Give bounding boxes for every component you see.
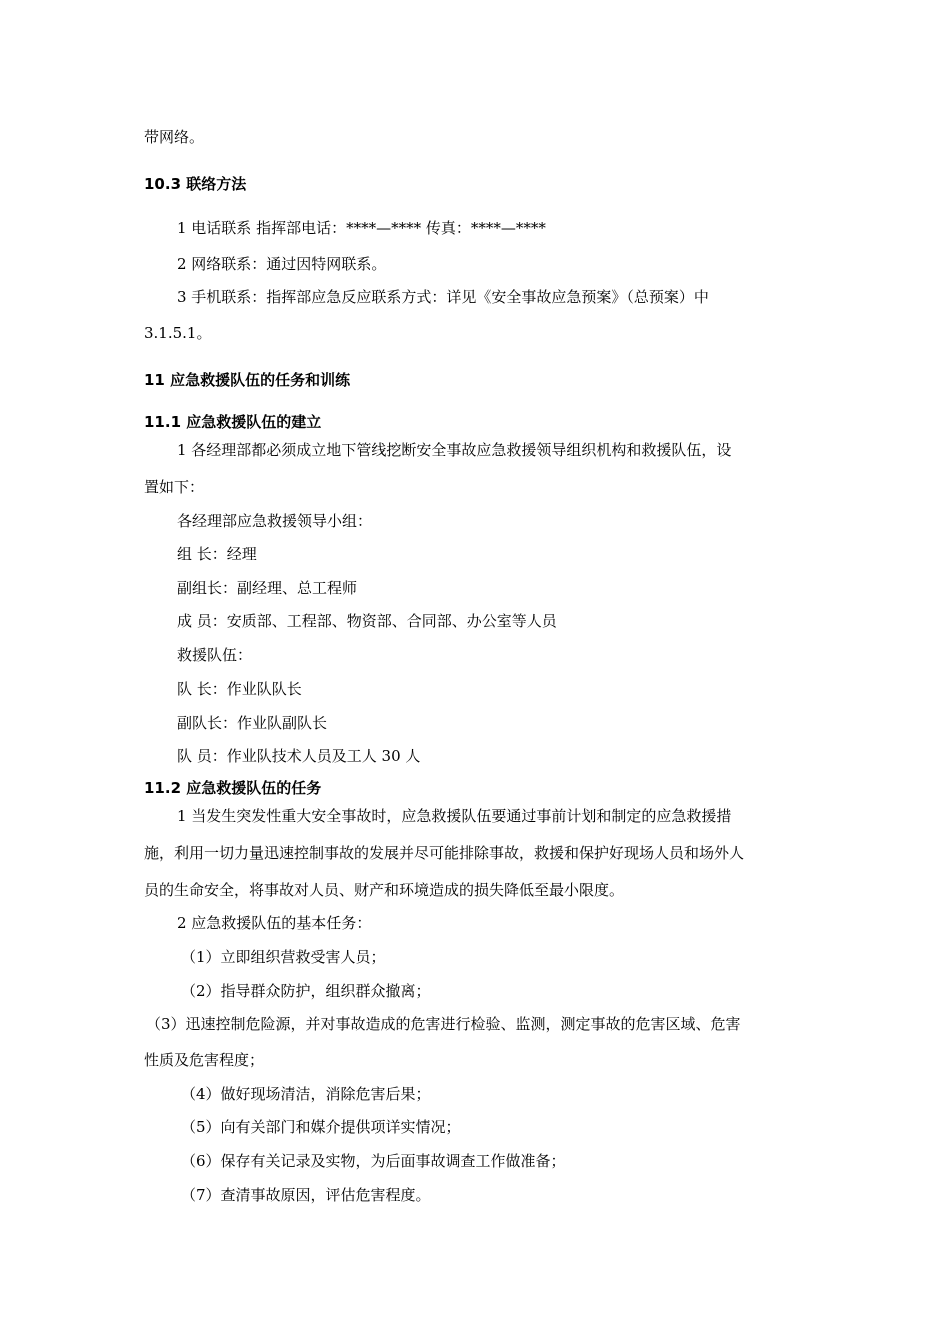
task-item: （4）做好现场清洁，消除危害后果； — [181, 1085, 431, 1103]
continued-text: 带网络。 — [144, 128, 205, 146]
paragraph-line: 2 应急救援队伍的基本任务： — [177, 914, 372, 932]
paragraph-line: 1 各经理部都必须成立地下管线挖断安全事故应急救援领导组织机构和救援队伍，设 — [177, 441, 732, 459]
task-item: （5）向有关部门和媒介提供项详实情况； — [181, 1118, 461, 1136]
org-line: 副组长：副经理、总工程师 — [177, 579, 358, 597]
org-line: 各经理部应急救援领导小组： — [177, 512, 373, 530]
contact-item-mobile: 3 手机联系：指挥部应急反应联系方式：详见《安全事故应急预案》（总预案）中 — [177, 288, 709, 306]
contact-item-mobile-cont: 3.1.5.1。 — [144, 324, 212, 342]
section-heading-10-3: 10.3 联络方法 — [144, 175, 247, 193]
section-heading-11-1: 11.1 应急救援队伍的建立 — [144, 413, 322, 431]
org-line: 队 员：作业队技术人员及工人 30 人 — [177, 747, 421, 765]
paragraph-line: 1 当发生突发性重大安全事故时，应急救援队伍要通过事前计划和制定的应急救援措 — [177, 807, 732, 825]
task-item: （6）保存有关记录及实物，为后面事故调查工作做准备； — [181, 1152, 566, 1170]
task-item-cont: 性质及危害程度； — [144, 1051, 265, 1069]
contact-item-network: 2 网络联系：通过因特网联系。 — [177, 255, 387, 273]
org-line: 队 长：作业队队长 — [177, 680, 302, 698]
org-line: 组 长：经理 — [177, 545, 257, 563]
org-line: 成 员：安质部、工程部、物资部、合同部、办公室等人员 — [177, 612, 557, 630]
task-item: （2）指导群众防护，组织群众撤离； — [181, 982, 431, 1000]
section-heading-11: 11 应急救援队伍的任务和训练 — [144, 371, 351, 389]
contact-item-phone: 1 电话联系 指挥部电话：****—**** 传真：****—**** — [177, 219, 546, 237]
task-item: （7）查清事故原因，评估危害程度。 — [181, 1186, 431, 1204]
section-heading-11-2: 11.2 应急救援队伍的任务 — [144, 779, 322, 797]
org-line: 副队长：作业队副队长 — [177, 714, 328, 732]
task-item: （1）立即组织营救受害人员； — [181, 948, 386, 966]
task-item: （3）迅速控制危险源，并对事故造成的危害进行检验、监测，测定事故的危害区域、危害 — [146, 1015, 741, 1033]
org-line: 救援队伍： — [177, 646, 253, 664]
paragraph-line: 员的生命安全，将事故对人员、财产和环境造成的损失降低至最小限度。 — [144, 881, 625, 899]
paragraph-line: 置如下： — [144, 478, 205, 496]
paragraph-line: 施，利用一切力量迅速控制事故的发展并尽可能排除事故，救援和保护好现场人员和场外人 — [144, 844, 745, 862]
